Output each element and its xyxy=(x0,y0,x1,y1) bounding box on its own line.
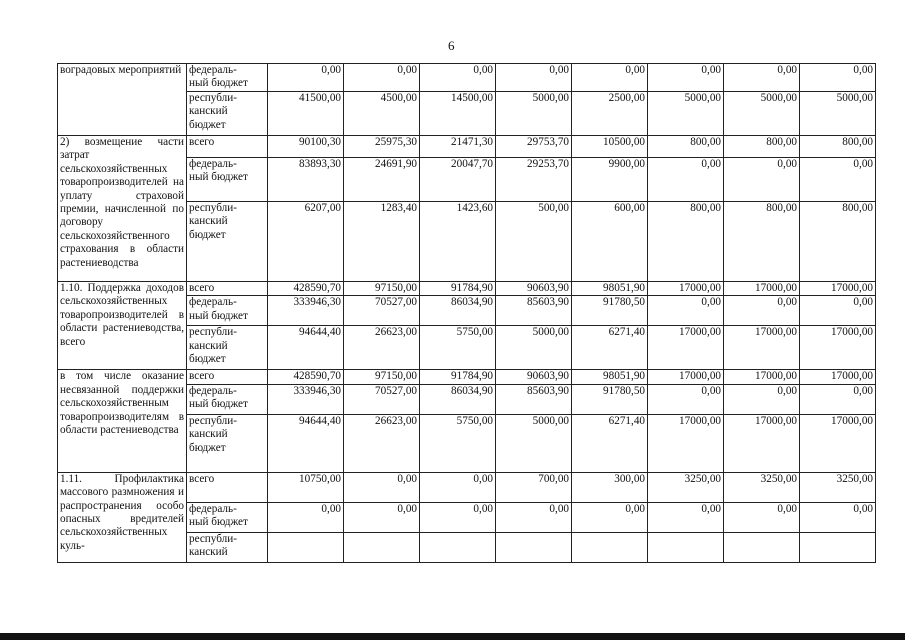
amount-cell: 800,00 xyxy=(648,202,724,282)
funding-source xyxy=(187,136,268,158)
amount-cell: 17000,00 xyxy=(648,414,724,472)
amount-cell: 0,00 xyxy=(800,64,876,92)
item-description xyxy=(58,64,187,136)
amount-cell xyxy=(724,532,800,562)
funding-source xyxy=(187,326,268,370)
amount-cell: 1283,40 xyxy=(344,202,420,282)
amount-cell: 0,00 xyxy=(344,472,420,502)
funding-source-text: всего xyxy=(189,472,215,485)
item-description xyxy=(58,370,187,472)
amount-cell xyxy=(800,532,876,562)
funding-source xyxy=(187,282,268,296)
amount-cell: 4500,00 xyxy=(344,92,420,136)
amount-cell: 5000,00 xyxy=(800,92,876,136)
amount-cell: 86034,90 xyxy=(420,296,496,326)
funding-source-text: всего xyxy=(189,136,215,148)
amount-cell: 500,00 xyxy=(496,202,572,282)
amount-cell: 86034,90 xyxy=(420,384,496,414)
amount-cell: 5000,00 xyxy=(496,414,572,472)
amount-cell: 91780,50 xyxy=(572,296,648,326)
amount-cell: 0,00 xyxy=(800,384,876,414)
amount-cell: 97150,00 xyxy=(344,370,420,384)
amount-cell: 17000,00 xyxy=(724,326,800,370)
table-row xyxy=(58,136,876,158)
amount-cell: 24691,90 xyxy=(344,158,420,202)
amount-cell: 97150,00 xyxy=(344,282,420,296)
amount-cell xyxy=(496,532,572,562)
amount-cell: 70527,00 xyxy=(344,296,420,326)
amount-cell: 5750,00 xyxy=(420,414,496,472)
amount-cell: 800,00 xyxy=(648,136,724,158)
funding-source-text: республи- канский бюджет xyxy=(189,92,237,131)
table-row xyxy=(58,282,876,296)
amount-cell: 41500,00 xyxy=(268,92,344,136)
amount-cell: 0,00 xyxy=(496,502,572,532)
amount-cell: 6207,00 xyxy=(268,202,344,282)
amount-cell: 0,00 xyxy=(800,296,876,326)
funding-source-text: всего xyxy=(189,282,215,294)
amount-cell: 2500,00 xyxy=(572,92,648,136)
amount-cell: 1423,60 xyxy=(420,202,496,282)
amount-cell: 83893,30 xyxy=(268,158,344,202)
amount-cell: 0,00 xyxy=(648,384,724,414)
amount-cell: 17000,00 xyxy=(800,282,876,296)
funding-source-text: всего xyxy=(189,370,215,383)
funding-source xyxy=(187,92,268,136)
amount-cell: 600,00 xyxy=(572,202,648,282)
funding-source xyxy=(187,370,268,384)
amount-cell: 5000,00 xyxy=(648,92,724,136)
item-description-text: в том числе оказание несвязанной поддержки сельскохозяйственным товаропроизводителям в области растениеводства xyxy=(60,370,184,437)
amount-cell: 0,00 xyxy=(268,64,344,92)
amount-cell: 0,00 xyxy=(572,64,648,92)
amount-cell: 0,00 xyxy=(648,296,724,326)
amount-cell: 29753,70 xyxy=(496,136,572,158)
item-description xyxy=(58,136,187,282)
amount-cell: 800,00 xyxy=(800,202,876,282)
funding-source xyxy=(187,414,268,472)
amount-cell: 98051,90 xyxy=(572,282,648,296)
amount-cell: 0,00 xyxy=(344,502,420,532)
amount-cell: 700,00 xyxy=(496,472,572,502)
funding-source-text: республи- канский бюджет xyxy=(189,326,237,366)
amount-cell: 5000,00 xyxy=(496,326,572,370)
table-row xyxy=(58,472,876,502)
amount-cell: 800,00 xyxy=(724,202,800,282)
amount-cell: 3250,00 xyxy=(800,472,876,502)
amount-cell: 300,00 xyxy=(572,472,648,502)
amount-cell: 0,00 xyxy=(800,158,876,202)
amount-cell: 5000,00 xyxy=(496,92,572,136)
funding-source xyxy=(187,502,268,532)
amount-cell: 0,00 xyxy=(648,64,724,92)
item-description-text: 1.11. Профилактика массового размножения и распространения особо опасных вредителей сельскохозяйственных куль- xyxy=(60,472,184,552)
funding-source-text: республи- канский бюджет xyxy=(189,414,237,454)
funding-source-text: республи- канский xyxy=(189,532,237,559)
funding-source xyxy=(187,296,268,326)
page-number: 6 xyxy=(448,38,455,53)
amount-cell: 26623,00 xyxy=(344,414,420,472)
funding-source xyxy=(187,532,268,562)
amount-cell: 0,00 xyxy=(268,502,344,532)
amount-cell: 17000,00 xyxy=(648,282,724,296)
amount-cell: 5750,00 xyxy=(420,326,496,370)
amount-cell: 10750,00 xyxy=(268,472,344,502)
amount-cell: 0,00 xyxy=(724,158,800,202)
amount-cell: 5000,00 xyxy=(724,92,800,136)
amount-cell: 90603,90 xyxy=(496,370,572,384)
amount-cell: 21471,30 xyxy=(420,136,496,158)
amount-cell: 94644,40 xyxy=(268,414,344,472)
amount-cell: 0,00 xyxy=(420,502,496,532)
amount-cell: 800,00 xyxy=(724,136,800,158)
amount-cell: 20047,70 xyxy=(420,158,496,202)
amount-cell: 0,00 xyxy=(800,502,876,532)
amount-cell: 0,00 xyxy=(724,502,800,532)
funding-source-text: федераль- ный бюджет xyxy=(189,158,248,184)
amount-cell: 0,00 xyxy=(344,64,420,92)
amount-cell: 91780,50 xyxy=(572,384,648,414)
funding-source-text: республи- канский бюджет xyxy=(189,202,237,241)
amount-cell: 85603,90 xyxy=(496,384,572,414)
amount-cell: 17000,00 xyxy=(648,370,724,384)
funding-source-text: федераль- ный бюджет xyxy=(189,296,248,322)
amount-cell: 428590,70 xyxy=(268,282,344,296)
table-row xyxy=(58,64,876,92)
funding-source xyxy=(187,472,268,502)
amount-cell: 6271,40 xyxy=(572,414,648,472)
amount-cell: 0,00 xyxy=(496,64,572,92)
amount-cell: 0,00 xyxy=(648,502,724,532)
funding-source xyxy=(187,384,268,414)
funding-source xyxy=(187,64,268,92)
amount-cell: 3250,00 xyxy=(648,472,724,502)
amount-cell: 333946,30 xyxy=(268,384,344,414)
amount-cell xyxy=(420,532,496,562)
amount-cell: 90603,90 xyxy=(496,282,572,296)
item-description xyxy=(58,282,187,370)
funding-source-text: федераль- ный бюджет xyxy=(189,64,248,90)
amount-cell: 0,00 xyxy=(420,472,496,502)
amount-cell: 0,00 xyxy=(724,64,800,92)
amount-cell: 17000,00 xyxy=(724,370,800,384)
amount-cell: 800,00 xyxy=(800,136,876,158)
table-row xyxy=(58,370,876,384)
funding-source-text: федераль- ный бюджет xyxy=(189,502,248,529)
funding-source xyxy=(187,202,268,282)
amount-cell: 0,00 xyxy=(572,502,648,532)
amount-cell: 85603,90 xyxy=(496,296,572,326)
amount-cell: 333946,30 xyxy=(268,296,344,326)
amount-cell: 17000,00 xyxy=(724,282,800,296)
amount-cell: 17000,00 xyxy=(800,414,876,472)
amount-cell: 91784,90 xyxy=(420,370,496,384)
amount-cell: 94644,40 xyxy=(268,326,344,370)
item-description-text: воградовых мероприятий xyxy=(60,64,182,76)
amount-cell: 14500,00 xyxy=(420,92,496,136)
amount-cell xyxy=(268,532,344,562)
amount-cell: 91784,90 xyxy=(420,282,496,296)
item-description-text: 1.10. Поддержка доходов сельскохозяйственных товаропроизводителей в области растениеводства, всего xyxy=(60,282,184,348)
amount-cell: 0,00 xyxy=(724,296,800,326)
amount-cell xyxy=(344,532,420,562)
amount-cell: 26623,00 xyxy=(344,326,420,370)
item-description xyxy=(58,472,187,562)
amount-cell: 9900,00 xyxy=(572,158,648,202)
amount-cell: 0,00 xyxy=(724,384,800,414)
budget-table xyxy=(57,63,876,563)
amount-cell: 90100,30 xyxy=(268,136,344,158)
amount-cell: 17000,00 xyxy=(800,370,876,384)
amount-cell xyxy=(648,532,724,562)
amount-cell: 25975,30 xyxy=(344,136,420,158)
amount-cell: 428590,70 xyxy=(268,370,344,384)
amount-cell: 0,00 xyxy=(648,158,724,202)
budget-table-body xyxy=(58,64,876,563)
funding-source xyxy=(187,158,268,202)
amount-cell: 17000,00 xyxy=(724,414,800,472)
amount-cell: 98051,90 xyxy=(572,370,648,384)
amount-cell: 0,00 xyxy=(420,64,496,92)
amount-cell: 70527,00 xyxy=(344,384,420,414)
amount-cell: 6271,40 xyxy=(572,326,648,370)
amount-cell: 17000,00 xyxy=(800,326,876,370)
funding-source-text: федераль- ный бюджет xyxy=(189,384,248,411)
amount-cell xyxy=(572,532,648,562)
amount-cell: 29253,70 xyxy=(496,158,572,202)
scan-bottom-edge xyxy=(0,633,905,640)
item-description-text: 2) возмещение части затрат сельскохозяйственных товаропроизводителей на уплату страховой премии, начисленной по договору сельскохозяйственного страхования в области растениеводства xyxy=(60,136,184,269)
amount-cell: 3250,00 xyxy=(724,472,800,502)
amount-cell: 17000,00 xyxy=(648,326,724,370)
amount-cell: 10500,00 xyxy=(572,136,648,158)
